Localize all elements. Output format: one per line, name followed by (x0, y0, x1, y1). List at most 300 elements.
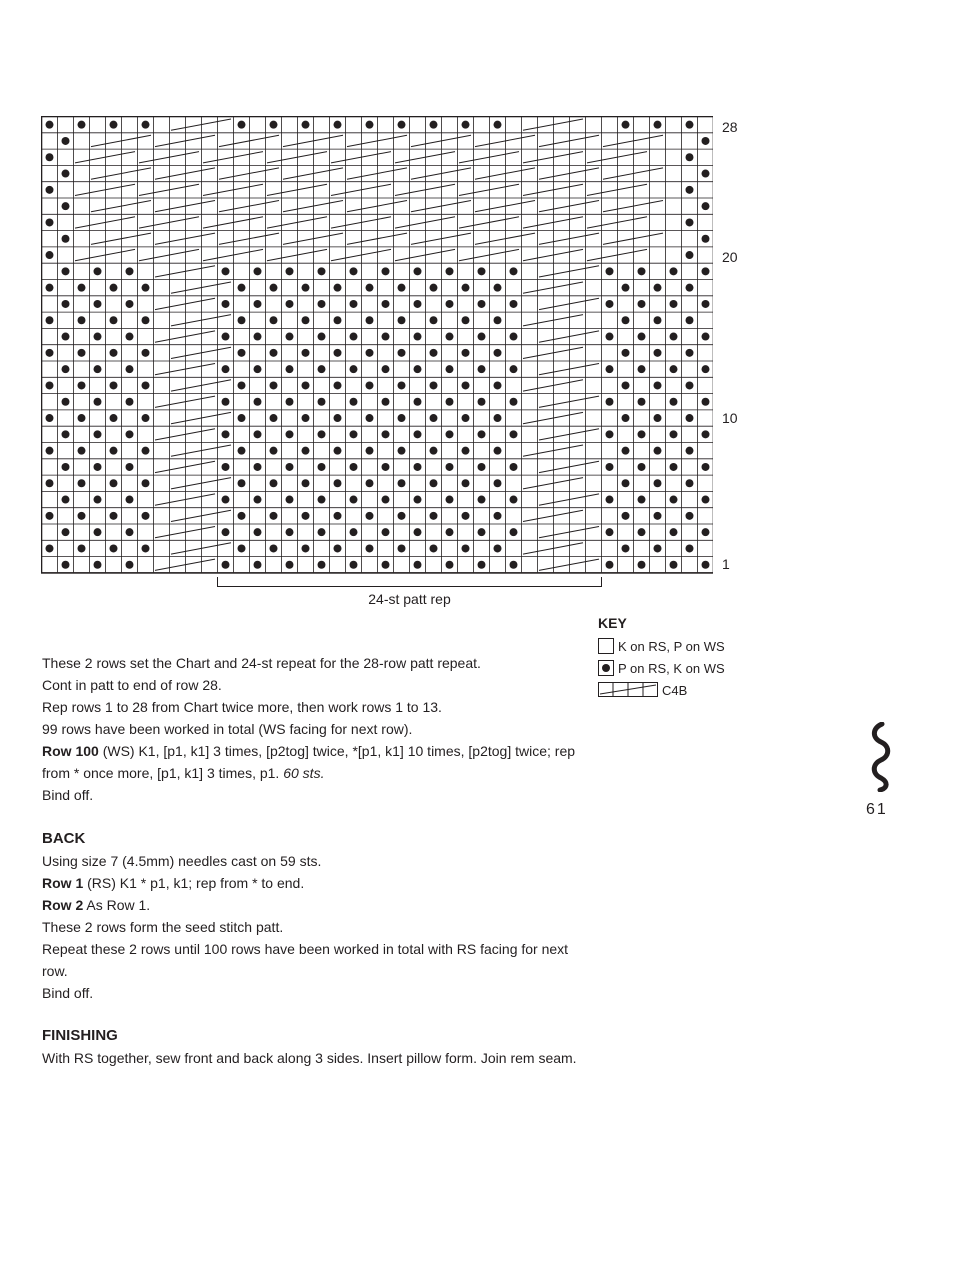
cable-line (539, 494, 599, 505)
purl-dot (462, 349, 470, 357)
cable-line (539, 364, 599, 375)
purl-dot (46, 414, 54, 422)
purl-dot (78, 381, 86, 389)
purl-dot (94, 267, 102, 275)
purl-dot (142, 544, 150, 552)
cable-line (75, 184, 135, 195)
purl-dot (110, 544, 118, 552)
purl-dot (462, 479, 470, 487)
purl-dot (414, 430, 422, 438)
purl-dot (46, 544, 54, 552)
purl-dot (462, 512, 470, 520)
row-title: Row 2 (42, 897, 84, 913)
cable-line (523, 282, 583, 293)
stitch-count: 60 sts. (283, 765, 325, 781)
cable-line (411, 168, 471, 179)
cable-line (459, 249, 519, 260)
purl-dot (414, 365, 422, 373)
purl-dot (302, 349, 310, 357)
purl-dot (302, 381, 310, 389)
purl-dot (286, 267, 294, 275)
purl-dot (478, 561, 486, 569)
cable-line (459, 152, 519, 163)
cable-line (75, 249, 135, 260)
purl-dot (366, 316, 374, 324)
purl-dot (334, 381, 342, 389)
purl-dot (350, 333, 358, 341)
purl-dot (686, 284, 694, 292)
cable-line (459, 184, 519, 195)
purl-dot (110, 381, 118, 389)
purl-dot (286, 333, 294, 341)
purl-dot (702, 528, 710, 536)
purl-dot (622, 316, 630, 324)
purl-dot (238, 349, 246, 357)
purl-dot (222, 496, 230, 504)
purl-dot (62, 463, 70, 471)
purl-dot (94, 561, 102, 569)
purl-dot (686, 381, 694, 389)
purl-dot (142, 121, 150, 129)
cable-line (539, 201, 599, 212)
purl-dot (398, 512, 406, 520)
section-title: BACK (42, 830, 86, 847)
paragraph: Bind off. (42, 985, 94, 1001)
purl-dot (510, 267, 518, 275)
purl-dot (382, 398, 390, 406)
cable-line (523, 315, 583, 326)
cable-line (171, 347, 231, 358)
purl-dot (414, 333, 422, 341)
cable-line (171, 119, 231, 130)
purl-dot (94, 430, 102, 438)
purl-dot (398, 316, 406, 324)
purl-dot (126, 561, 134, 569)
purl-dot (702, 561, 710, 569)
purl-dot (494, 512, 502, 520)
purl-dot (638, 561, 646, 569)
empty-square-icon (598, 638, 614, 654)
cable-line (267, 184, 327, 195)
purl-dot (238, 381, 246, 389)
purl-dot (110, 284, 118, 292)
purl-dot (238, 121, 246, 129)
purl-dot (62, 333, 70, 341)
cable-line (171, 412, 231, 423)
cable-line (155, 364, 215, 375)
purl-dot (398, 544, 406, 552)
purl-dot (638, 463, 646, 471)
purl-dot (78, 414, 86, 422)
purl-dot (446, 496, 454, 504)
purl-dot (430, 512, 438, 520)
purl-dot (686, 447, 694, 455)
purl-dot (462, 316, 470, 324)
cable-line (539, 429, 599, 440)
purl-dot (62, 137, 70, 145)
cable-line (523, 347, 583, 358)
purl-dot (254, 430, 262, 438)
purl-dot (318, 463, 326, 471)
purl-dot (686, 414, 694, 422)
purl-dot (494, 447, 502, 455)
purl-dot (702, 463, 710, 471)
purl-dot (126, 365, 134, 373)
purl-dot (318, 561, 326, 569)
cable-line (331, 217, 391, 228)
cable-line (75, 152, 135, 163)
purl-dot (670, 430, 678, 438)
purl-dot (302, 414, 310, 422)
paragraph (42, 872, 582, 894)
purl-dot (318, 398, 326, 406)
purl-dot (94, 365, 102, 373)
purl-dot (318, 365, 326, 373)
cable-line (91, 201, 151, 212)
purl-dot (94, 398, 102, 406)
paragraph: Rep rows 1 to 28 from Chart twice more, then work rows 1 to 13. (42, 699, 442, 715)
cable-line (539, 396, 599, 407)
purl-dot (126, 398, 134, 406)
cable-line (475, 201, 535, 212)
purl-dot (302, 284, 310, 292)
purl-dot (126, 300, 134, 308)
purl-dot (382, 528, 390, 536)
purl-dot (46, 447, 54, 455)
page-number: 61 (866, 801, 888, 818)
purl-dot (334, 121, 342, 129)
purl-dot (702, 430, 710, 438)
purl-dot (494, 349, 502, 357)
purl-dot (286, 300, 294, 308)
cable-line (155, 396, 215, 407)
purl-dot (494, 479, 502, 487)
purl-dot (286, 430, 294, 438)
purl-dot (494, 284, 502, 292)
purl-dot (638, 528, 646, 536)
purl-dot (286, 528, 294, 536)
purl-dot (446, 528, 454, 536)
purl-dot (78, 544, 86, 552)
purl-dot (462, 414, 470, 422)
cable-line (283, 233, 343, 244)
purl-dot (350, 365, 358, 373)
cable-line (155, 168, 215, 179)
purl-dot (494, 316, 502, 324)
cable-line (171, 478, 231, 489)
cable-line (219, 135, 279, 146)
purl-dot (302, 544, 310, 552)
cable-line (155, 135, 215, 146)
purl-dot (478, 398, 486, 406)
purl-dot (254, 561, 262, 569)
purl-dot (478, 463, 486, 471)
purl-dot (702, 365, 710, 373)
purl-dot (366, 479, 374, 487)
purl-dot (254, 267, 262, 275)
cable-line (523, 249, 583, 260)
cable-line (267, 152, 327, 163)
purl-dot (46, 251, 54, 259)
purl-dot (622, 284, 630, 292)
purl-dot (446, 300, 454, 308)
purl-dot (414, 496, 422, 504)
cable-line (411, 135, 471, 146)
purl-dot (254, 333, 262, 341)
cable-line (603, 168, 663, 179)
cable-line (203, 217, 263, 228)
purl-dot (430, 316, 438, 324)
purl-dot (142, 479, 150, 487)
cable-line (219, 168, 279, 179)
purl-dot (254, 496, 262, 504)
purl-dot (142, 316, 150, 324)
purl-dot (430, 479, 438, 487)
purl-dot (238, 479, 246, 487)
purl-dot (350, 463, 358, 471)
purl-dot (254, 300, 262, 308)
cable-line (523, 445, 583, 456)
cable-line (395, 217, 455, 228)
cable-line (283, 201, 343, 212)
purl-dot (382, 267, 390, 275)
cable-line (539, 233, 599, 244)
purl-dot (510, 300, 518, 308)
purl-dot (382, 333, 390, 341)
purl-dot (270, 479, 278, 487)
purl-dot (398, 349, 406, 357)
purl-dot (622, 349, 630, 357)
purl-dot (62, 202, 70, 210)
purl-dot (62, 300, 70, 308)
purl-dot (110, 414, 118, 422)
purl-dot (126, 496, 134, 504)
cable-line (219, 233, 279, 244)
purl-dot (622, 121, 630, 129)
purl-dot (622, 381, 630, 389)
purl-dot (46, 186, 54, 194)
purl-dot (414, 463, 422, 471)
cable-line (219, 201, 279, 212)
cable-line (523, 380, 583, 391)
cable-line (203, 184, 263, 195)
row-text: (WS) K1, [p1, k1] 3 times, [p2tog] twice, *[p1, k1] 10 times, [p2tog] twice; rep from * once more, [p1, k1] 3 times, p1. (42, 743, 576, 781)
purl-dot (142, 512, 150, 520)
purl-dot (46, 381, 54, 389)
cable-line (139, 152, 199, 163)
purl-dot (654, 544, 662, 552)
purl-dot (62, 267, 70, 275)
row-label-10: 10 (722, 410, 738, 426)
purl-dot (302, 316, 310, 324)
purl-dot (126, 267, 134, 275)
purl-dot (462, 447, 470, 455)
purl-dot (702, 202, 710, 210)
cable-line (91, 233, 151, 244)
cable-line (523, 510, 583, 521)
purl-dot (654, 479, 662, 487)
purl-dot (126, 528, 134, 536)
cable-line (587, 249, 647, 260)
purl-dot (478, 365, 486, 373)
purl-dot (510, 430, 518, 438)
paragraph (42, 740, 582, 784)
cable-line (171, 510, 231, 521)
purl-dot (222, 561, 230, 569)
purl-dot (638, 430, 646, 438)
purl-dot (462, 284, 470, 292)
purl-dot (46, 349, 54, 357)
purl-dot (478, 496, 486, 504)
purl-dot (510, 561, 518, 569)
purl-dot (366, 414, 374, 422)
purl-dot (62, 561, 70, 569)
purl-dot (670, 398, 678, 406)
row-label-1: 1 (722, 556, 730, 572)
purl-dot (334, 284, 342, 292)
purl-dot (78, 284, 86, 292)
cable-line (171, 543, 231, 554)
purl-dot (382, 300, 390, 308)
purl-dot (78, 447, 86, 455)
cable-line (475, 233, 535, 244)
cable-line (539, 298, 599, 309)
purl-dot (670, 528, 678, 536)
purl-dot (286, 463, 294, 471)
purl-dot (398, 121, 406, 129)
purl-dot (510, 398, 518, 406)
purl-dot (142, 414, 150, 422)
purl-dot (302, 447, 310, 455)
purl-dot (510, 333, 518, 341)
purl-dot (334, 544, 342, 552)
purl-dot (78, 349, 86, 357)
purl-dot (62, 528, 70, 536)
purl-dot (398, 414, 406, 422)
row-title: Row 100 (42, 743, 99, 759)
repeat-label: 24-st patt rep (368, 591, 451, 607)
purl-dot (702, 267, 710, 275)
cable-line (155, 559, 215, 570)
purl-dot (462, 121, 470, 129)
purl-dot (62, 398, 70, 406)
purl-dot (510, 528, 518, 536)
purl-dot (110, 512, 118, 520)
purl-dot (510, 365, 518, 373)
cable-line (155, 461, 215, 472)
dot-square-icon (598, 660, 614, 676)
purl-dot (286, 561, 294, 569)
purl-dot (446, 333, 454, 341)
purl-dot (414, 300, 422, 308)
purl-dot (222, 267, 230, 275)
purl-dot (478, 300, 486, 308)
cable-line (475, 135, 535, 146)
purl-dot (398, 479, 406, 487)
cable-line (539, 168, 599, 179)
purl-dot (46, 512, 54, 520)
chart-grid (41, 116, 713, 574)
purl-dot (606, 333, 614, 341)
cable-line (203, 152, 263, 163)
cable-line (523, 152, 583, 163)
purl-dot (606, 463, 614, 471)
purl-dot (686, 218, 694, 226)
purl-dot (382, 463, 390, 471)
purl-dot (446, 365, 454, 373)
purl-dot (430, 381, 438, 389)
purl-dot (350, 528, 358, 536)
row-label-20: 20 (722, 249, 738, 265)
purl-dot (222, 333, 230, 341)
cable-line (155, 527, 215, 538)
cable-line (539, 266, 599, 277)
purl-dot (654, 316, 662, 324)
cable-line (91, 168, 151, 179)
purl-dot (318, 496, 326, 504)
cable-line (155, 298, 215, 309)
purl-dot (414, 267, 422, 275)
cable-line (283, 135, 343, 146)
cable-line (475, 168, 535, 179)
purl-dot (126, 463, 134, 471)
purl-dot (622, 479, 630, 487)
cable-line (523, 543, 583, 554)
purl-dot (606, 398, 614, 406)
purl-dot (254, 398, 262, 406)
purl-dot (670, 300, 678, 308)
purl-dot (222, 463, 230, 471)
purl-dot (238, 544, 246, 552)
purl-dot (78, 479, 86, 487)
purl-dot (62, 170, 70, 178)
purl-dot (334, 447, 342, 455)
purl-dot (142, 349, 150, 357)
cable-line (603, 233, 663, 244)
cable-line (139, 217, 199, 228)
cable-line (395, 184, 455, 195)
purl-dot (430, 414, 438, 422)
chart-key (598, 615, 725, 701)
purl-dot (94, 528, 102, 536)
cable-line (523, 478, 583, 489)
purl-dot (510, 496, 518, 504)
purl-dot (382, 496, 390, 504)
section-title: FINISHING (42, 1027, 118, 1044)
purl-dot (318, 267, 326, 275)
purl-dot (446, 430, 454, 438)
purl-dot (670, 496, 678, 504)
row-title: Row 1 (42, 875, 84, 891)
purl-dot (334, 479, 342, 487)
cable-line (155, 201, 215, 212)
purl-dot (110, 447, 118, 455)
key-item-purl (598, 657, 725, 679)
repeat-bracket (217, 577, 602, 587)
purl-dot (62, 365, 70, 373)
purl-dot (398, 381, 406, 389)
cable-line (267, 217, 327, 228)
purl-dot (446, 398, 454, 406)
purl-dot (654, 414, 662, 422)
purl-dot (318, 333, 326, 341)
purl-dot (270, 121, 278, 129)
cable-line (267, 249, 327, 260)
purl-dot (110, 121, 118, 129)
purl-dot (350, 561, 358, 569)
purl-dot (686, 153, 694, 161)
cable-line (539, 135, 599, 146)
